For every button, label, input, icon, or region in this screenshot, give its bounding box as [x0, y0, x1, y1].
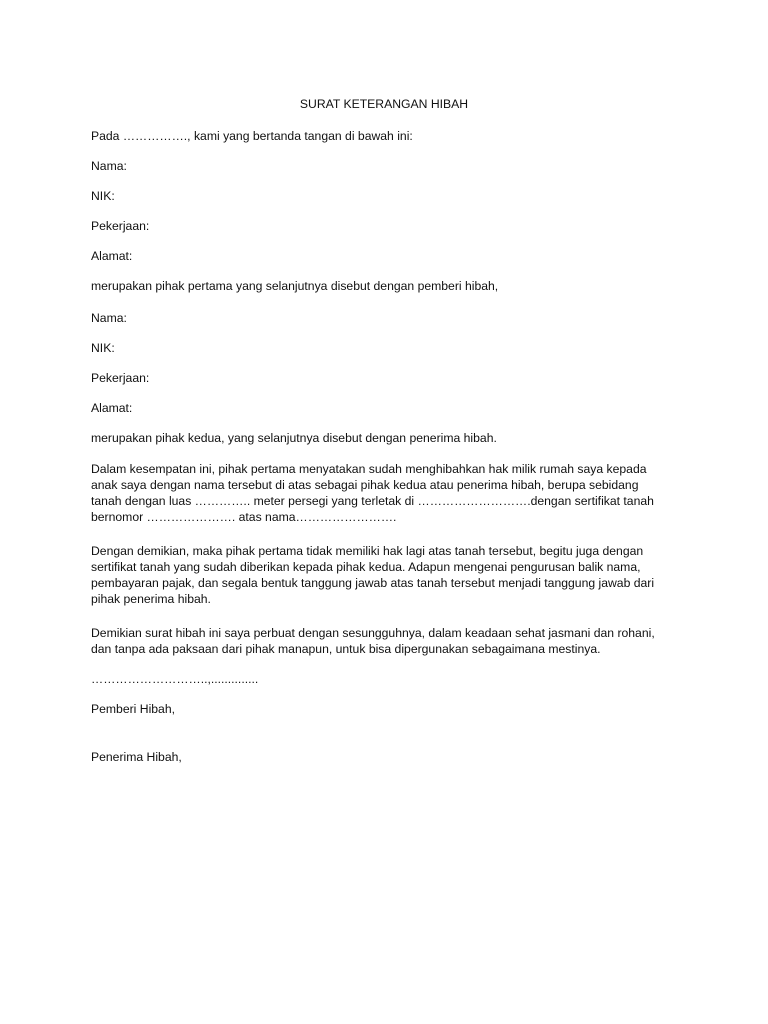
- opening-line: Pada ……………., kami yang bertanda tangan di bawah ini:: [91, 129, 413, 143]
- party2-name-label: Nama:: [91, 311, 127, 325]
- rights-paragraph-line: pihak penerima hibah.: [91, 592, 211, 606]
- rights-paragraph-line: pembayaran pajak, dan segala bentuk tanggung jawab atas tanah tersebut menjadi tanggung jawab dari: [91, 576, 655, 590]
- place-date-line: ………………………..,..............: [91, 672, 259, 686]
- rights-paragraph-line: Dengan demikian, maka pihak pertama tidak memiliki hak lagi atas tanah tersebut, begitu juga dengan: [91, 544, 644, 558]
- grant-paragraph-line: anak saya dengan nama tersebut di atas sebagai pihak kedua atau penerima hibah, berupa sebidang: [91, 478, 639, 492]
- grant-paragraph-line: Dalam kesempatan ini, pihak pertama menyatakan sudah menghibahkan hak milik rumah saya kepada: [91, 462, 647, 476]
- closing-paragraph: [91, 625, 691, 657]
- grant-paragraph: [91, 461, 691, 525]
- closing-paragraph-line: Demikian surat hibah ini saya perbuat dengan sesungguhnya, dalam keadaan sehat jasmani dan rohani,: [91, 626, 655, 640]
- party1-nik-label: NIK:: [91, 189, 115, 203]
- closing-paragraph-line: dan tanpa ada paksaan dari pihak manapun, untuk bisa dipergunakan sebagaimana mestinya.: [91, 642, 601, 656]
- rights-paragraph: [91, 543, 691, 607]
- party2-nik-label: NIK:: [91, 341, 115, 355]
- party1-role-statement: merupakan pihak pertama yang selanjutnya disebut dengan pemberi hibah,: [91, 279, 499, 293]
- party2-job-label: Pekerjaan:: [91, 371, 150, 385]
- receiver-signature-label: Penerima Hibah,: [91, 750, 182, 764]
- rights-paragraph-line: sertifikat tanah yang sudah diberikan kepada pihak kedua. Adapun mengenai pengurusan balik nama,: [91, 560, 641, 574]
- giver-signature-label: Pemberi Hibah,: [91, 702, 175, 716]
- document-title: SURAT KETERANGAN HIBAH: [299, 97, 469, 111]
- party1-address-label: Alamat:: [91, 249, 133, 263]
- grant-paragraph-line: tanah dengan luas ………….. meter persegi yang terletak di ……………………….dengan sertifikat tanah: [91, 494, 654, 508]
- grant-paragraph-line: bernomor …………………. atas nama…………………….: [91, 510, 397, 524]
- party1-name-label: Nama:: [91, 159, 127, 173]
- party2-address-label: Alamat:: [91, 401, 133, 415]
- party1-job-label: Pekerjaan:: [91, 219, 150, 233]
- party2-role-statement: merupakan pihak kedua, yang selanjutnya disebut dengan penerima hibah.: [91, 431, 497, 445]
